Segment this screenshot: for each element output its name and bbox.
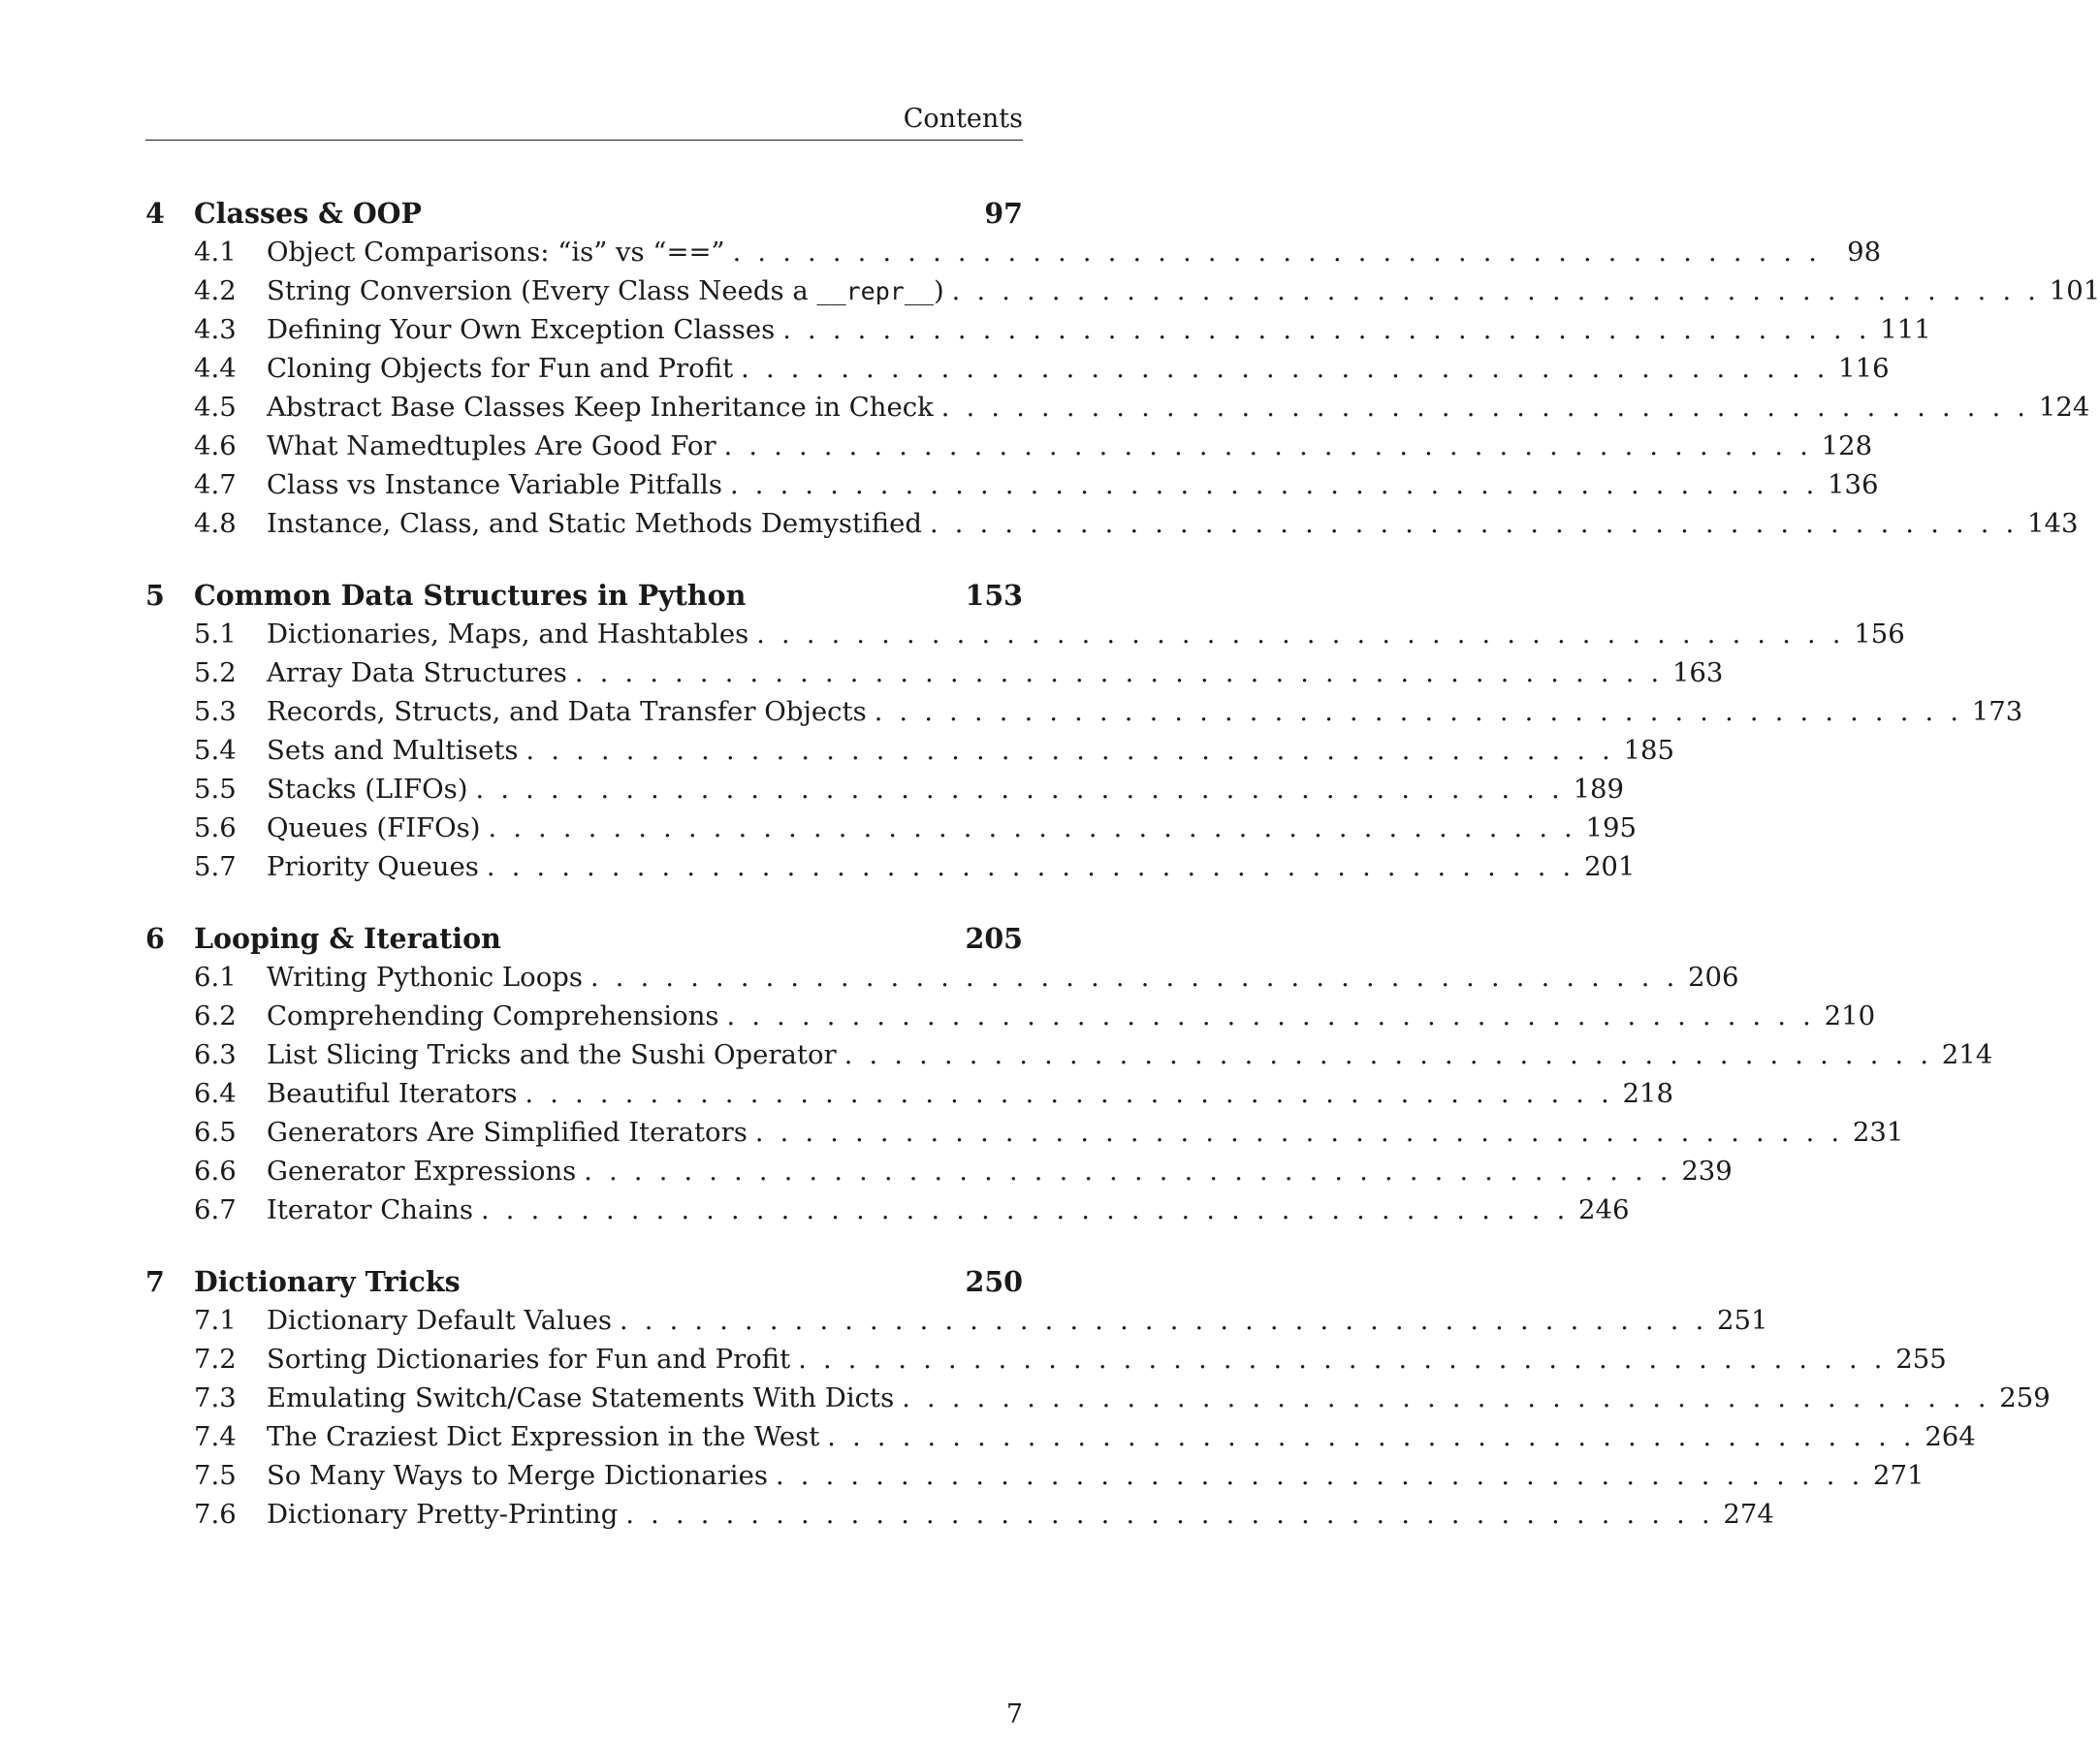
section-title: Writing Pythonic Loops [267, 962, 583, 993]
toc-entry-7-4[interactable] [145, 1417, 1976, 1456]
section-page: 218 [1622, 1078, 1673, 1109]
dot-leader: . . . . . . . . . . . . . . . . . . . . . . . . . . . . . . . . . . . . . . . . . . . . [874, 697, 1963, 727]
chapter-5 [145, 576, 2023, 886]
section-title: Sorting Dictionaries for Fun and Profit [267, 1344, 791, 1375]
section-title-prefix: String Conversion (Every Class Needs a [267, 275, 817, 306]
toc-entry-7-5[interactable] [145, 1456, 1925, 1495]
dot-leader: . . . . . . . . . . . . . . . . . . . . . . . . . . . . . . . . . . . . . . . . . . . . [782, 315, 1871, 345]
section-title: Iterator Chains [267, 1194, 473, 1225]
section-page: 206 [1688, 962, 1739, 993]
section-title: Class vs Instance Variable Pitfalls [267, 469, 722, 500]
dot-leader: . . . . . . . . . . . . . . . . . . . . . . . . . . . . . . . . . . . . . . . . . . . . [486, 852, 1575, 882]
chapter-6 [145, 919, 1993, 1229]
header-rule [145, 140, 1023, 141]
section-number: 6.5 [194, 1117, 237, 1148]
section-title: Generator Expressions [267, 1156, 577, 1187]
dot-leader: . . . . . . . . . . . . . . . . . . . . . . . . . . . . . . . . . . . . . . . . . . . . [620, 1306, 1708, 1336]
section-page: 124 [2038, 392, 2090, 423]
chapter-title: Classes & OOP [194, 197, 422, 230]
toc-entry-4-4[interactable] [145, 349, 1890, 388]
toc-entry-4-6[interactable] [145, 427, 1873, 465]
dot-leader: . . . . . . . . . . . . . . . . . . . . . . . . . . . . . . . . . . . . . . . . . . . . [723, 431, 1813, 461]
section-page: 156 [1854, 619, 1905, 650]
section-page: 264 [1925, 1421, 1976, 1452]
toc-entry-6-2[interactable] [145, 997, 1876, 1035]
section-title: Object Comparisons: “is” vs “==” [267, 237, 725, 268]
chapter-heading[interactable] [145, 919, 1023, 958]
section-title: Emulating Switch/Case Statements With Dicts [267, 1382, 895, 1413]
chapter-page: 153 [965, 579, 1023, 612]
section-number: 7.5 [194, 1460, 237, 1491]
section-number: 6.3 [194, 1039, 237, 1070]
section-number: 6.2 [194, 1000, 237, 1031]
section-page: 128 [1821, 430, 1873, 461]
running-header: Contents [903, 104, 1023, 134]
section-page: 214 [1941, 1039, 1993, 1070]
section-page: 246 [1578, 1194, 1630, 1225]
chapter-page: 250 [965, 1265, 1023, 1298]
section-page: 98 [1847, 237, 1882, 268]
section-title: Dictionary Pretty-Printing [267, 1499, 619, 1530]
section-title: Stacks (LIFOs) [267, 774, 468, 805]
section-page: 259 [1999, 1382, 2051, 1413]
dot-leader: . . . . . . . . . . . . . . . . . . . . . . . . . . . . . . . . . . . . . . . . . . . . [775, 1461, 1864, 1491]
section-number: 5.2 [194, 657, 237, 688]
section-number: 7.6 [194, 1499, 237, 1530]
section-title: Dictionary Default Values [267, 1305, 612, 1336]
dot-leader: . . . . . . . . . . . . . . . . . . . . . . . . . . . . . . . . . . . . . . . . . . . . [741, 354, 1830, 384]
section-page: 210 [1824, 1000, 1876, 1031]
dot-leader: . . . . . . . . . . . . . . . . . . . . . . . . . . . . . . . . . . . . . . . . . . . . [481, 1195, 1570, 1225]
dot-leader: . . . . . . . . . . . . . . . . . . . . . . . . . . . . . . . . . . . . . . . . . . . . [475, 775, 1565, 805]
section-number: 4.5 [194, 392, 237, 423]
toc-entry-5-4[interactable] [145, 731, 1675, 770]
section-page: 195 [1585, 812, 1638, 843]
dot-leader: . . . . . . . . . . . . . . . . . . . . . . . . . . . . . . . . . . . . . . . . . . . . [843, 1040, 1933, 1070]
toc-entry-5-2[interactable] [145, 653, 1724, 692]
section-page: 189 [1573, 774, 1625, 805]
section-page: 274 [1723, 1499, 1774, 1530]
section-title: Instance, Class, and Static Methods Demystified [267, 508, 922, 539]
section-number: 6.4 [194, 1078, 237, 1109]
toc-entry-7-1[interactable] [145, 1301, 1768, 1340]
toc-entry-6-1[interactable] [145, 958, 1739, 997]
section-number: 4.8 [194, 508, 237, 539]
page-number: 7 [1005, 1699, 1023, 1729]
section-number: 7.2 [194, 1344, 237, 1375]
dot-leader: . . . . . . . . . . . . . . . . . . . . . . . . . . . . . . . . . . . . . . . . . . . . [930, 509, 2019, 539]
section-number: 5.7 [194, 851, 237, 882]
dot-leader: . . . . . . . . . . . . . . . . . . . . . . . . . . . . . . . . . . . . . . . . . . . . [798, 1345, 1887, 1375]
section-title: What Namedtuples Are Good For [267, 430, 716, 461]
section-number: 4.7 [194, 469, 237, 500]
section-page: 116 [1838, 353, 1890, 384]
section-number: 5.4 [194, 735, 237, 766]
chapter-number: 7 [145, 1265, 165, 1298]
section-number: 7.4 [194, 1421, 237, 1452]
section-page: 255 [1895, 1344, 1947, 1375]
toc-entry-5-6[interactable] [145, 809, 1638, 847]
section-page: 101 [2049, 275, 2100, 306]
section-number: 5.3 [194, 696, 237, 727]
section-title: List Slicing Tricks and the Sushi Operator [267, 1039, 837, 1070]
section-number: 5.5 [194, 774, 237, 805]
section-number: 5.6 [194, 812, 237, 843]
toc-entry-4-3[interactable] [145, 310, 1931, 349]
section-number: 4.2 [194, 275, 237, 306]
section-page: 111 [1880, 314, 1931, 345]
toc-entry-6-6[interactable] [145, 1152, 1733, 1190]
section-number: 7.1 [194, 1305, 237, 1336]
section-title: Priority Queues [267, 851, 479, 882]
dot-leader: . . . . . . . . . . . . . . . . . . . . . . . . . . . . . . . . . . . . . . . . . . . . [951, 276, 2041, 306]
chapter-title: Looping & Iteration [194, 922, 501, 955]
dot-leader: . . . . . . . . . . . . . . . . . . . . . . . . . . . . . . . . . . . . . . . . . . . . [827, 1422, 1916, 1452]
toc-entry-4-2[interactable] [145, 271, 2100, 310]
dot-leader: . . . . . . . . . . . . . . . . . . . . . . . . . . . . . . . . . . . . . . . . . . . . [488, 813, 1577, 843]
section-page: 185 [1623, 735, 1675, 766]
section-title: Cloning Objects for Fun and Profit [267, 353, 734, 384]
dot-leader: . . . . . . . . . . . . . . . . . . . . . . . . . . . . . . . . . . . . . . . . . . . . [574, 658, 1664, 688]
toc-entry-4-1[interactable] [145, 233, 1882, 271]
section-page: 143 [2027, 508, 2079, 539]
toc-entry-5-7[interactable] [145, 847, 1636, 886]
toc-entry-6-4[interactable] [145, 1074, 1673, 1113]
toc-entry-4-7[interactable] [145, 465, 1879, 504]
toc-entry-6-7[interactable] [145, 1190, 1630, 1229]
section-page: 173 [1971, 696, 2023, 727]
chapter-heading[interactable] [145, 194, 1023, 233]
toc-entry-5-5[interactable] [145, 770, 1625, 809]
chapter-heading[interactable] [145, 1262, 1023, 1301]
section-title: Defining Your Own Exception Classes [267, 314, 776, 345]
section-page: 201 [1583, 851, 1636, 882]
section-title: Array Data Structures [267, 657, 567, 688]
section-title-suffix: ) [933, 275, 944, 306]
chapter-number: 4 [145, 197, 165, 230]
section-number: 4.6 [194, 430, 237, 461]
section-page: 163 [1671, 657, 1724, 688]
section-title: So Many Ways to Merge Dictionaries [267, 1460, 768, 1491]
section-number: 6.7 [194, 1194, 237, 1225]
dot-leader: . . . . . . . . . . . . . . . . . . . . . . . . . . . . . . . . . . . . . . . . . . . . [940, 393, 2030, 423]
section-title [267, 271, 952, 311]
section-page: 239 [1681, 1156, 1733, 1187]
section-number: 5.1 [194, 619, 237, 650]
section-title-code: __repr__ [816, 277, 934, 305]
section-page: 251 [1717, 1305, 1768, 1336]
section-title: Beautiful Iterators [267, 1078, 518, 1109]
chapter-number: 6 [145, 922, 165, 955]
dot-leader: . . . . . . . . . . . . . . . . . . . . . . . . . . . . . . . . . . . . . . . . . . . . [584, 1157, 1672, 1187]
toc-entry-4-8[interactable] [145, 504, 2079, 543]
toc-entry-7-2[interactable] [145, 1340, 1947, 1379]
section-title: Generators Are Simplified Iterators [267, 1117, 748, 1148]
chapter-page: 205 [965, 922, 1023, 955]
dot-leader: . . . . . . . . . . . . . . . . . . . . . . . . . . . . . . . . . . . . . . . . . . . . [589, 963, 1679, 993]
toc-entry-6-5[interactable] [145, 1113, 1904, 1152]
toc-entry-4-5[interactable] [145, 388, 2090, 427]
section-title: Sets and Multisets [267, 735, 519, 766]
section-number: 6.1 [194, 962, 237, 993]
chapter-title: Common Data Structures in Python [194, 579, 747, 612]
toc-entry-5-3[interactable] [145, 692, 2023, 731]
dot-leader: . . . . . . . . . . . . . . . . . . . . . . . . . . . . . . . . . . . . . . . . . . . . [625, 1500, 1714, 1530]
dot-leader: . . . . . . . . . . . . . . . . . . . . . . . . . . . . . . . . . . . . . . . . . . . . [756, 619, 1845, 650]
dot-leader: . . . . . . . . . . . . . . . . . . . . . . . . . . . . . . . . . . . . . . . . . . . . [754, 1118, 1844, 1148]
section-number: 4.3 [194, 314, 237, 345]
table-of-contents [145, 194, 2100, 1567]
chapter-page: 97 [984, 197, 1023, 230]
toc-entry-7-3[interactable] [145, 1379, 2051, 1417]
chapter-7 [145, 1262, 2051, 1534]
section-title: Comprehending Comprehensions [267, 1000, 719, 1031]
section-number: 4.4 [194, 353, 237, 384]
chapter-heading[interactable] [145, 576, 1023, 615]
dot-leader: . . . . . . . . . . . . . . . . . . . . . . . . . . . . . . . . . . . . . . . . . . . . [525, 736, 1615, 766]
section-page: 271 [1873, 1460, 1925, 1491]
section-page: 231 [1852, 1117, 1904, 1148]
section-title: Records, Structs, and Data Transfer Objects [267, 696, 867, 727]
section-title: The Craziest Dict Expression in the West [267, 1421, 820, 1452]
section-number: 7.3 [194, 1382, 237, 1413]
toc-entry-6-3[interactable] [145, 1035, 1993, 1074]
toc-entry-7-6[interactable] [145, 1495, 1774, 1534]
section-title: Dictionaries, Maps, and Hashtables [267, 619, 749, 650]
chapter-title: Dictionary Tricks [194, 1265, 461, 1298]
chapter-4 [145, 194, 2100, 543]
section-number: 4.1 [194, 237, 237, 268]
dot-leader: . . . . . . . . . . . . . . . . . . . . . . . . . . . . . . . . . . . . . . . . . . . . [729, 470, 1819, 500]
dot-leader: . . . . . . . . . . . . . . . . . . . . . . . . . . . . . . . . . . . . . . . . . . . . [902, 1383, 1990, 1413]
dot-leader: . . . . . . . . . . . . . . . . . . . . . . . . . . . . . . . . . . . . . . . . . . . . [525, 1079, 1613, 1109]
section-number: 6.6 [194, 1156, 237, 1187]
dot-leader: . . . . . . . . . . . . . . . . . . . . . . . . . . . . . . . . . . . . . . . . . . . . [726, 1001, 1816, 1031]
section-page: 136 [1828, 469, 1879, 500]
section-title: Queues (FIFOs) [267, 812, 481, 843]
chapter-number: 5 [145, 579, 165, 612]
dot-leader: . . . . . . . . . . . . . . . . . . . . . . . . . . . . . . . . . . . . . . . . . . . . [732, 238, 1822, 268]
toc-entry-5-1[interactable] [145, 615, 1905, 653]
section-title: Abstract Base Classes Keep Inheritance in Check [267, 392, 934, 423]
